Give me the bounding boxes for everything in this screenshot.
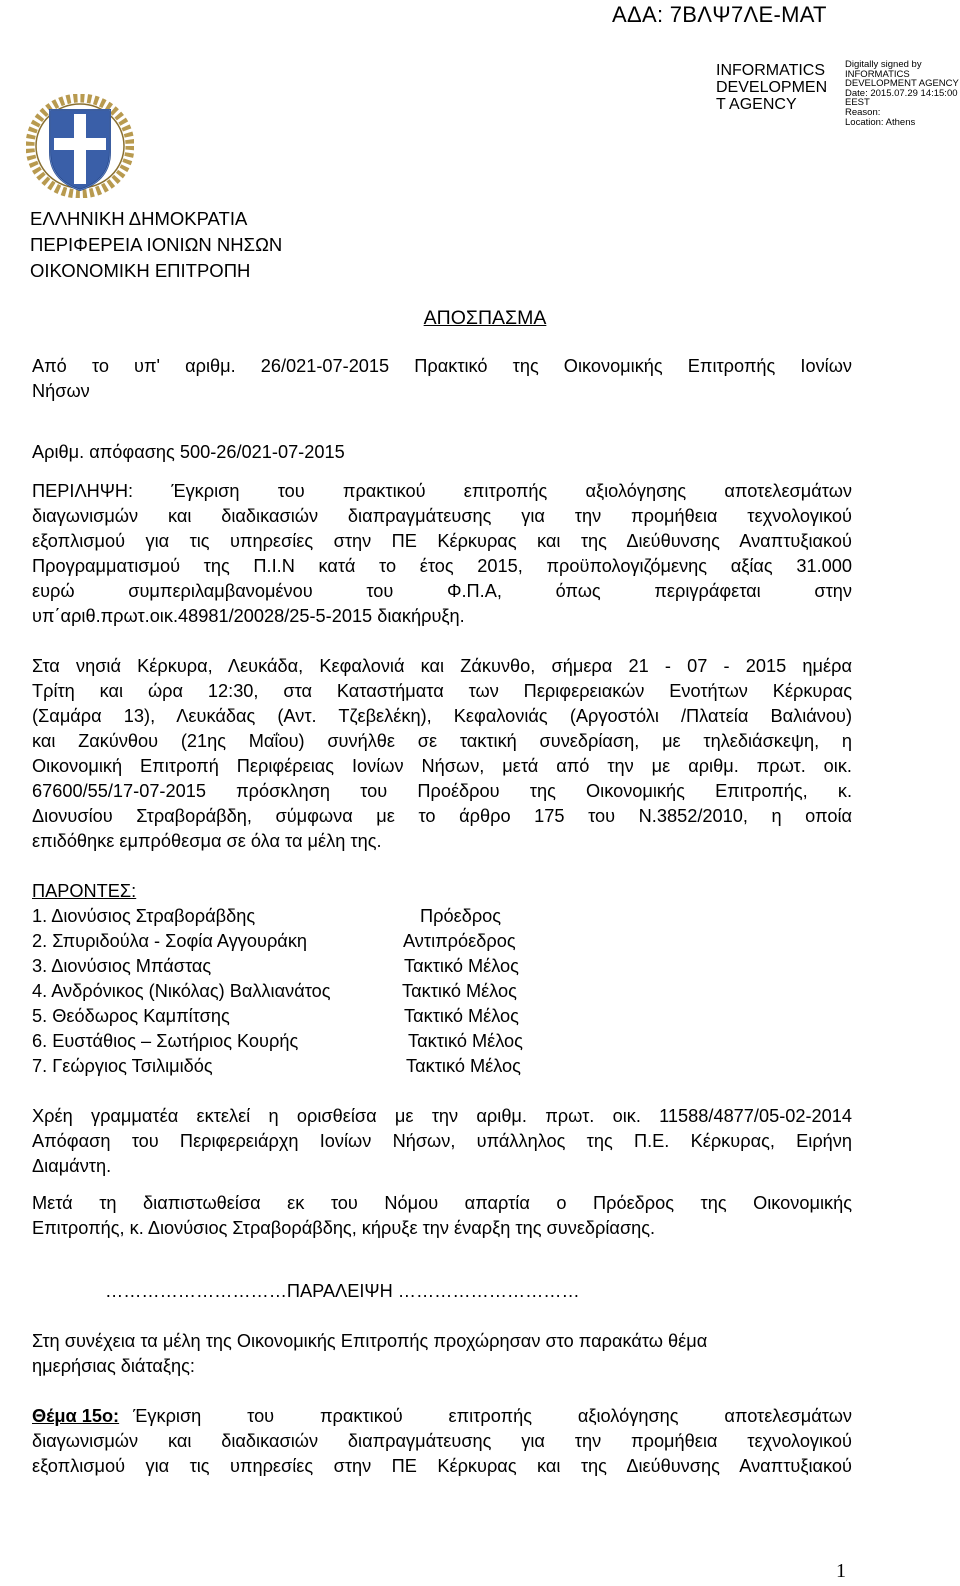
signature-detail-line: DEVELOPMENT AGENCY <box>845 78 959 90</box>
topic-paragraph <box>32 1404 852 1479</box>
member-name: 4. Ανδρόνικος (Νικόλας) Βαλλιανάτος <box>32 981 331 1001</box>
extract-reference <box>32 354 852 404</box>
proceed-line: ημερήσιας διάταξης: <box>32 1356 195 1376</box>
document-title <box>0 307 960 330</box>
signature-name-line: INFORMATICS <box>716 62 826 79</box>
signature-detail-line: EEST <box>845 97 870 109</box>
proceed-line: Στη συνέχεια τα μέλη της Οικονομικής Επιτροπής προχώρησαν στο παρακάτω θέμα <box>32 1331 708 1351</box>
secretary-line: Διαμάντη. <box>32 1156 112 1176</box>
member-name: 7. Γεώργιος Τσιλιμιδός <box>32 1056 213 1076</box>
secretary-line: Απόφαση του Περιφερειάρχη Ιονίων Νήσων, υπάλληλος της Π.Ε. Κέρκυρας, Ειρήνη <box>32 1131 852 1151</box>
present-row <box>32 904 852 929</box>
summary-line: ΠΕΡΙΛΗΨΗ: Έγκριση του πρακτικού επιτροπής αξιολόγησης αποτελεσμάτων <box>32 481 852 501</box>
signature-detail-line: Reason: <box>845 106 881 118</box>
quorum-line: Επιτροπής, κ. Διονύσιος Στραβοράβδης, κήρυξε την έναρξη της συνεδρίασης. <box>32 1218 656 1238</box>
signature-details <box>845 60 960 127</box>
present-list <box>32 879 852 1079</box>
extract-line: Νήσων <box>32 381 90 401</box>
meeting-line: Στα νησιά Κέρκυρα, Λευκάδα, Κεφαλονιά και Ζάκυνθο, σήμερα 21 - 07 - 2015 ημέρα <box>32 656 852 676</box>
signature-detail-line: INFORMATICS <box>845 68 910 80</box>
member-role: Τακτικό Μέλος <box>404 1006 519 1026</box>
member-role: Τακτικό Μέλος <box>404 956 519 976</box>
secretary-line: Χρέη γραμματέα εκτελεί η ορισθείσα με την αριθμ. πρωτ. οικ. 11588/4877/05-02-2014 <box>32 1106 852 1126</box>
topic-line: εξοπλισμού για τις υπηρεσίες στην ΠΕ Κέρκυρας και της Διεύθυνσης Αναπτυξιακού <box>32 1456 852 1476</box>
topic-line: διαγωνισμών και διαδικασιών διαπραγμάτευσης για την προμήθεια τεχνολογικού <box>32 1431 852 1451</box>
present-heading: ΠΑΡΟΝΤΕΣ: <box>32 881 137 901</box>
member-name: 6. Ευστάθιος – Σωτήριος Κουρής <box>32 1031 299 1051</box>
header-line: ΕΛΛΗΝΙΚΗ ΔΗΜΟΚΡΑΤΙΑ <box>30 208 248 229</box>
summary-paragraph <box>32 479 852 629</box>
secretary-paragraph <box>32 1104 852 1179</box>
present-row <box>32 979 852 1004</box>
present-row <box>32 929 852 954</box>
meeting-line: Διονυσίου Στραβοράβδη, σύμφωνα με το άρθρο 175 του Ν.3852/2010, η οποία <box>32 806 852 826</box>
present-row <box>32 1029 852 1054</box>
summary-line: διαγωνισμών και διαδικασιών διαπραγμάτευσης για την προμήθεια τεχνολογικού <box>32 506 852 526</box>
meeting-line: Τρίτη και ώρα 12:30, στα Καταστήματα των Περιφερειακών Ενοτήτων Κέρκυρας <box>32 681 852 701</box>
signature-detail-line: Date: 2015.07.29 14:15:00 <box>845 87 958 99</box>
omission-marker: …………………………ΠΑΡΑΛΕΙΨΗ ………………………… <box>105 1281 580 1301</box>
member-role: Τακτικό Μέλος <box>408 1031 523 1051</box>
meeting-paragraph <box>32 654 852 854</box>
present-row <box>32 954 852 979</box>
extract-line: Από το υπ' αριθμ. 26/021-07-2015 Πρακτικό της Οικονομικής Επιτροπής Ιονίων <box>32 356 852 376</box>
member-name: 3. Διονύσιος Μπάστας <box>32 956 212 976</box>
member-role: Τακτικό Μέλος <box>402 981 517 1001</box>
meeting-line: Οικονομική Επιτροπή Περιφέρειας Ιονίων Νήσων, μετά από την με αριθμ. πρωτ. οικ. <box>32 756 852 776</box>
quorum-paragraph <box>32 1191 852 1241</box>
topic-label: Θέμα 15ο: <box>32 1406 120 1426</box>
page-number: 1 <box>836 1560 846 1582</box>
coat-of-arms-icon <box>26 94 134 198</box>
meeting-line: και Ζακύνθου (21ης Μαΐου) συνήλθε σε τακτική συνεδρίαση, με τηλεδιάσκεψη, η <box>32 731 852 751</box>
member-role: Τακτικό Μέλος <box>406 1056 521 1076</box>
signature-detail-line: Location: Athens <box>845 116 916 128</box>
proceed-paragraph <box>32 1329 852 1379</box>
quorum-line: Μετά τη διαπιστωθείσα εκ του Νόμου απαρτία ο Πρόεδρος της Οικονομικής <box>32 1193 852 1213</box>
member-role: Αντιπρόεδρος <box>403 931 516 951</box>
summary-line: Προγραμματισμού της Π.Ι.Ν κατά το έτος 2015, προϋπολογιζόμενης αξίας 31.000 <box>32 556 852 576</box>
meeting-line: 67600/55/17-07-2015 πρόσκληση του Προέδρου της Οικονομικής Επιτροπής, κ. <box>32 781 852 801</box>
header-line: ΟΙΚΟΝΟΜΙΚΗ ΕΠΙΤΡΟΠΗ <box>30 260 251 281</box>
present-row <box>32 1004 852 1029</box>
issuer-header <box>30 206 282 284</box>
present-row <box>32 1054 852 1079</box>
signature-name <box>716 62 836 113</box>
signature-name-line: DEVELOPMEN <box>716 79 828 96</box>
member-name: 2. Σπυριδούλα - Σοφία Αγγουράκη <box>32 931 308 951</box>
title-text: ΑΠΟΣΠΑΣΜΑ <box>423 307 547 329</box>
signature-name-line: T AGENCY <box>716 96 797 113</box>
signature-detail-line: Digitally signed by <box>845 59 922 70</box>
decision-number: Αριθμ. απόφασης 500-26/021-07-2015 <box>32 442 345 462</box>
topic-line: Έγκριση του πρακτικού επιτροπής αξιολόγησης αποτελεσμάτων <box>133 1406 852 1426</box>
ada-code: ΑΔΑ: 7ΒΛΨ7ΛΕ-ΜΑΤ <box>612 2 827 27</box>
summary-line: εξοπλισμού για τις υπηρεσίες στην ΠΕ Κέρκυρας και της Διεύθυνσης Αναπτυξιακού <box>32 531 852 551</box>
member-role: Πρόεδρος <box>420 906 502 926</box>
summary-line: υπ΄αριθ.πρωτ.οικ.48981/20028/25-5-2015 διακήρυξη. <box>32 606 465 626</box>
meeting-line: επιδόθηκε εμπρόθεσμα σε όλα τα μέλη της. <box>32 831 382 851</box>
summary-line: ευρώ συμπεριλαμβανομένου του Φ.Π.Α, όπως περιγράφεται στην <box>32 581 852 601</box>
topic-first-line <box>32 1404 852 1429</box>
meeting-line: (Σαμάρα 13), Λευκάδας (Αντ. Τζεβελέκη), Κεφαλονιάς (Αργοστόλι /Πλατεία Βαλιάνου) <box>32 706 852 726</box>
member-name: 5. Θεόδωρος Καμπίτσης <box>32 1006 230 1026</box>
member-name: 1. Διονύσιος Στραβοράβδης <box>32 906 256 926</box>
header-line: ΠΕΡΙΦΕΡΕΙΑ ΙΟΝΙΩΝ ΝΗΣΩΝ <box>30 234 283 255</box>
